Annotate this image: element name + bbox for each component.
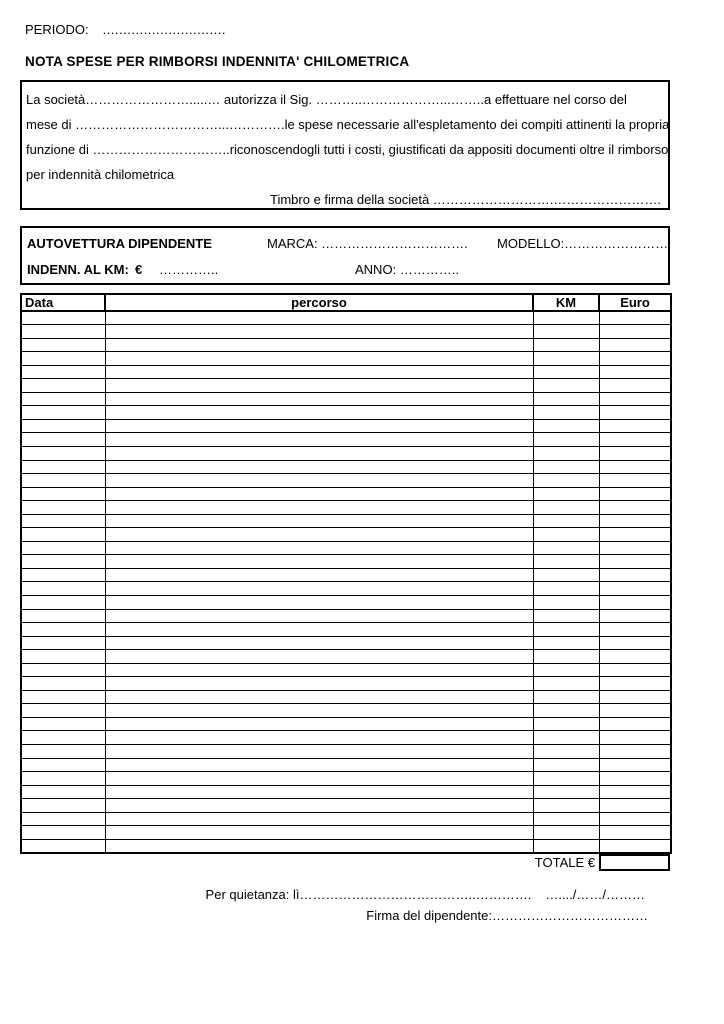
table-row (21, 595, 671, 609)
table-cell (21, 568, 105, 582)
authorization-line-4: per indennità chilometrica (26, 167, 175, 182)
table-cell (599, 690, 671, 704)
table-cell (599, 799, 671, 813)
table-cell (599, 474, 671, 488)
table-cell (533, 406, 599, 420)
totale-row (20, 854, 670, 871)
table-cell (105, 663, 533, 677)
table-cell (533, 311, 599, 325)
table-cell (599, 772, 671, 786)
table-cell (105, 446, 533, 460)
column-header-data: Data (21, 294, 105, 311)
authorization-line-2: mese di ……………………………...………….le spese necessarie all'espletamento dei compiti attinenti la propria (26, 117, 670, 132)
table-row (21, 839, 671, 853)
table-cell (599, 528, 671, 542)
table-cell (533, 325, 599, 339)
table-cell (533, 541, 599, 555)
table-cell (21, 717, 105, 731)
table-row (21, 419, 671, 433)
table-cell (21, 839, 105, 853)
table-row (21, 446, 671, 460)
table-row (21, 474, 671, 488)
totale-value-box (599, 854, 670, 871)
table-cell (105, 568, 533, 582)
table-cell (21, 474, 105, 488)
table-cell (21, 690, 105, 704)
table-cell (105, 311, 533, 325)
quietanza-row (20, 887, 670, 902)
table-cell (533, 677, 599, 691)
table-cell (599, 582, 671, 596)
periodo-row (25, 22, 724, 37)
table-cell (21, 609, 105, 623)
table-row (21, 772, 671, 786)
expense-table (20, 293, 672, 854)
table-cell (599, 555, 671, 569)
table-cell (533, 758, 599, 772)
table-cell (105, 731, 533, 745)
column-header-euro: Euro (599, 294, 671, 311)
marca-field: MARCA: ……………………………. (267, 236, 468, 251)
table-cell (105, 514, 533, 528)
table-row (21, 501, 671, 515)
table-cell (21, 623, 105, 637)
table-cell (533, 460, 599, 474)
table-row (21, 609, 671, 623)
table-cell (21, 663, 105, 677)
table-cell (21, 406, 105, 420)
table-cell (533, 352, 599, 366)
table-cell (599, 704, 671, 718)
table-cell (105, 325, 533, 339)
table-row (21, 514, 671, 528)
table-cell (21, 812, 105, 826)
table-cell (105, 392, 533, 406)
table-cell (599, 311, 671, 325)
table-row (21, 745, 671, 759)
table-cell (21, 514, 105, 528)
table-cell (105, 474, 533, 488)
table-cell (21, 555, 105, 569)
table-cell (599, 677, 671, 691)
table-cell (105, 365, 533, 379)
table-row (21, 650, 671, 664)
table-cell (105, 528, 533, 542)
table-row (21, 379, 671, 393)
authorization-line-1: La società…………………….....… autorizza il Sig. ………..………………...……..a effettuare nel corso del (26, 92, 627, 107)
table-cell (599, 636, 671, 650)
table-cell (599, 623, 671, 637)
table-cell (105, 623, 533, 637)
table-cell (105, 758, 533, 772)
table-cell (21, 650, 105, 664)
table-cell (533, 704, 599, 718)
table-cell (599, 419, 671, 433)
table-cell (533, 582, 599, 596)
table-cell (21, 799, 105, 813)
table-cell (599, 541, 671, 555)
table-cell (21, 677, 105, 691)
table-cell (599, 595, 671, 609)
table-cell (21, 392, 105, 406)
table-row (21, 365, 671, 379)
table-cell (105, 636, 533, 650)
table-cell (21, 325, 105, 339)
table-cell (21, 311, 105, 325)
table-cell (533, 839, 599, 853)
quietanza-line: Per quietanza: lì…………………………………..…………. (205, 886, 532, 902)
table-cell (599, 501, 671, 515)
table-cell (533, 636, 599, 650)
table-cell (21, 501, 105, 515)
table-cell (533, 650, 599, 664)
table-cell (599, 650, 671, 664)
table-row (21, 352, 671, 366)
table-cell (21, 460, 105, 474)
table-row (21, 582, 671, 596)
table-cell (105, 690, 533, 704)
table-row (21, 568, 671, 582)
table-cell (533, 528, 599, 542)
table-cell (533, 731, 599, 745)
table-cell (533, 433, 599, 447)
table-row (21, 717, 671, 731)
table-cell (599, 433, 671, 447)
table-cell (533, 365, 599, 379)
table-cell (599, 745, 671, 759)
table-cell (105, 433, 533, 447)
table-row (21, 663, 671, 677)
employee-signature-line: Firma del dipendente:……………………………… (366, 907, 648, 923)
table-cell (533, 812, 599, 826)
expense-table-body (21, 311, 671, 853)
table-row (21, 325, 671, 339)
table-row (21, 487, 671, 501)
table-cell (21, 704, 105, 718)
table-cell (21, 487, 105, 501)
table-row (21, 433, 671, 447)
table-cell (21, 826, 105, 840)
table-cell (105, 785, 533, 799)
table-cell (21, 528, 105, 542)
authorization-line-3: funzione di …………………………..riconoscendogli tutti i costi, giustificati da appositi documenti oltre il rimborso (26, 142, 669, 157)
table-row (21, 460, 671, 474)
authorization-box (20, 80, 670, 210)
table-cell (599, 839, 671, 853)
table-cell (533, 799, 599, 813)
table-row (21, 826, 671, 840)
table-row (21, 731, 671, 745)
header-row (21, 294, 671, 311)
table-cell (533, 487, 599, 501)
euro-symbol: € (135, 262, 143, 277)
periodo-fill-in: .............................. (102, 22, 226, 37)
quietanza-date-fill-in: …..../……/……… (545, 886, 645, 902)
table-cell (105, 650, 533, 664)
table-cell (21, 338, 105, 352)
table-row (21, 690, 671, 704)
table-cell (599, 731, 671, 745)
table-cell (533, 474, 599, 488)
table-cell (105, 826, 533, 840)
table-cell (105, 609, 533, 623)
table-cell (21, 772, 105, 786)
table-cell (21, 731, 105, 745)
table-cell (105, 812, 533, 826)
table-cell (599, 352, 671, 366)
table-cell (533, 555, 599, 569)
table-cell (599, 338, 671, 352)
table-cell (533, 785, 599, 799)
table-cell (533, 609, 599, 623)
totale-label: TOTALE € (534, 854, 595, 870)
table-cell (21, 365, 105, 379)
table-cell (21, 419, 105, 433)
table-cell (533, 717, 599, 731)
table-cell (533, 663, 599, 677)
expense-table-header (21, 294, 671, 311)
table-row (21, 311, 671, 325)
table-row (21, 636, 671, 650)
table-cell (599, 460, 671, 474)
table-row (21, 677, 671, 691)
table-row (21, 785, 671, 799)
table-cell (105, 799, 533, 813)
table-cell (533, 745, 599, 759)
table-cell (21, 446, 105, 460)
vehicle-box (20, 226, 670, 285)
table-cell (533, 419, 599, 433)
table-row (21, 541, 671, 555)
table-cell (21, 379, 105, 393)
table-cell (599, 812, 671, 826)
table-cell (105, 406, 533, 420)
column-header-percorso: percorso (105, 294, 533, 311)
table-cell (599, 785, 671, 799)
table-cell (599, 379, 671, 393)
table-cell (533, 379, 599, 393)
table-row (21, 392, 671, 406)
table-cell (105, 338, 533, 352)
page-title: NOTA SPESE PER RIMBORSI INDENNITA' CHILOMETRICA (25, 54, 410, 69)
table-cell (533, 392, 599, 406)
table-cell (599, 325, 671, 339)
table-cell (533, 595, 599, 609)
table-cell (533, 568, 599, 582)
table-cell (105, 582, 533, 596)
indennita-km-fill-in: ………….. (159, 262, 219, 277)
table-cell (105, 419, 533, 433)
table-cell (599, 568, 671, 582)
table-cell (599, 446, 671, 460)
table-cell (599, 365, 671, 379)
table-cell (105, 772, 533, 786)
table-cell (105, 717, 533, 731)
table-cell (105, 677, 533, 691)
table-row (21, 758, 671, 772)
table-cell (599, 758, 671, 772)
table-cell (533, 446, 599, 460)
table-cell (105, 460, 533, 474)
table-cell (105, 541, 533, 555)
table-cell (599, 609, 671, 623)
autovettura-label: AUTOVETTURA DIPENDENTE (27, 236, 212, 251)
table-cell (105, 501, 533, 515)
table-cell (21, 636, 105, 650)
table-row (21, 338, 671, 352)
table-cell (21, 745, 105, 759)
indennita-km-label: INDENN. AL KM: (27, 262, 129, 277)
table-cell (599, 717, 671, 731)
table-row (21, 623, 671, 637)
table-cell (533, 826, 599, 840)
table-cell (105, 555, 533, 569)
table-cell (105, 745, 533, 759)
table-cell (105, 839, 533, 853)
table-cell (599, 392, 671, 406)
table-cell (599, 514, 671, 528)
table-cell (533, 772, 599, 786)
table-cell (599, 826, 671, 840)
table-cell (533, 623, 599, 637)
column-header-km: KM (533, 294, 599, 311)
periodo-label: PERIODO: (25, 22, 89, 37)
table-cell (599, 663, 671, 677)
table-cell (105, 487, 533, 501)
table-cell (21, 595, 105, 609)
table-cell (105, 352, 533, 366)
table-row (21, 555, 671, 569)
table-row (21, 406, 671, 420)
table-cell (533, 338, 599, 352)
table-cell (21, 541, 105, 555)
table-cell (21, 582, 105, 596)
table-cell (105, 379, 533, 393)
table-cell (105, 595, 533, 609)
table-row (21, 528, 671, 542)
table-cell (533, 514, 599, 528)
anno-field: ANNO: ………….. (355, 262, 460, 277)
table-cell (21, 433, 105, 447)
table-cell (599, 406, 671, 420)
table-cell (599, 487, 671, 501)
table-cell (21, 785, 105, 799)
table-cell (21, 352, 105, 366)
table-cell (21, 758, 105, 772)
table-row (21, 704, 671, 718)
company-stamp-signature-line: Timbro e firma della società ……………………….……………………. (270, 192, 662, 207)
table-cell (533, 501, 599, 515)
modello-field: MODELLO:…………………… (497, 236, 669, 251)
table-row (21, 799, 671, 813)
table-cell (105, 704, 533, 718)
table-cell (533, 690, 599, 704)
table-row (21, 812, 671, 826)
